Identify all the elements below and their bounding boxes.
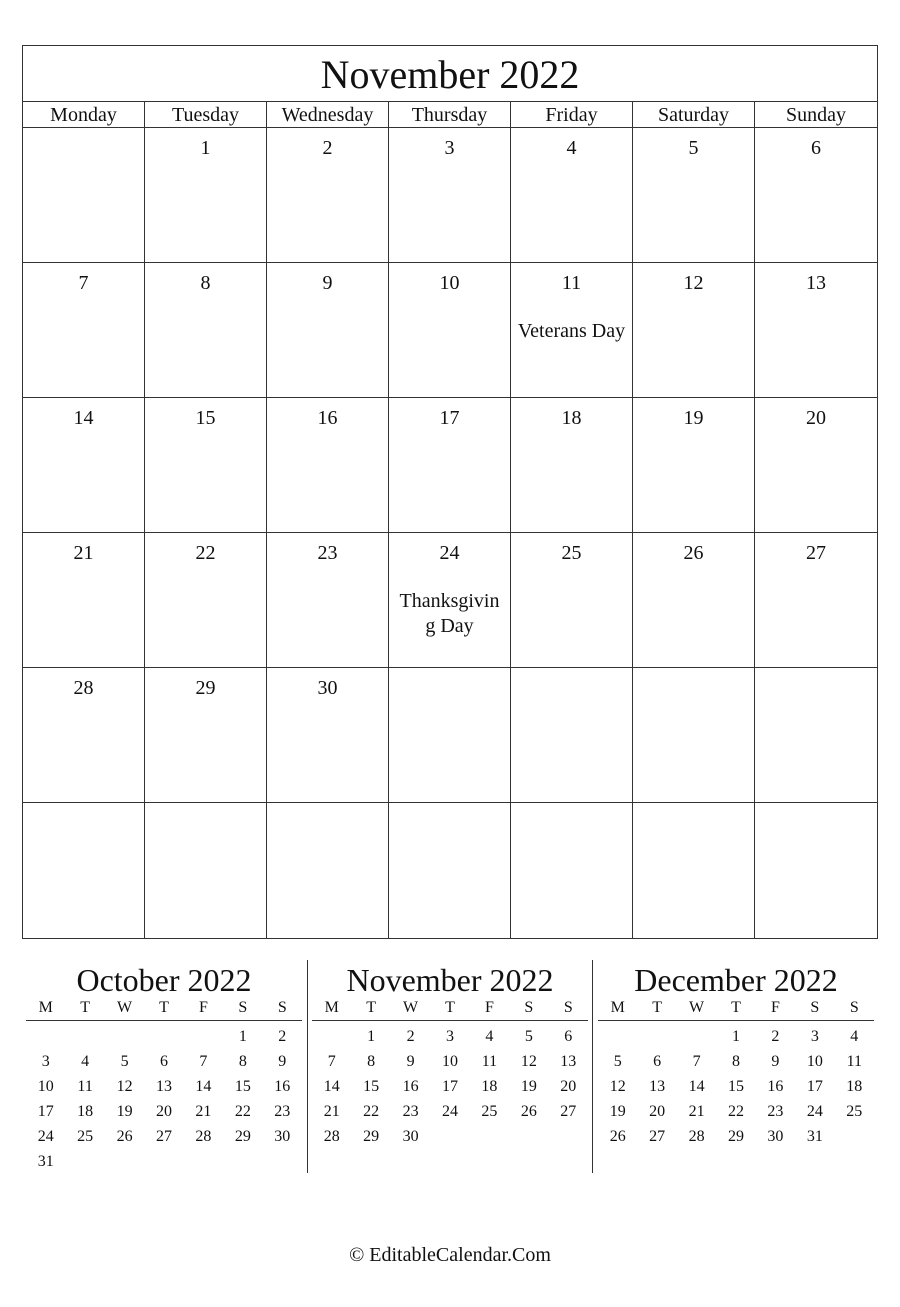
day-cell bbox=[389, 668, 511, 803]
day-number: 16 bbox=[317, 407, 338, 429]
day-cell bbox=[389, 263, 511, 398]
day-cell bbox=[23, 668, 145, 803]
mini-day: 14 bbox=[688, 1078, 705, 1095]
weekday-label: Monday bbox=[23, 102, 145, 127]
mini-day bbox=[549, 1124, 588, 1149]
mini-day bbox=[470, 1124, 509, 1149]
mini-calendar-title: October 2022 bbox=[76, 962, 252, 998]
mini-day: 25 bbox=[846, 1103, 863, 1120]
day-cell bbox=[633, 263, 755, 398]
mini-day: 14 bbox=[195, 1078, 212, 1095]
mini-day: 26 bbox=[116, 1128, 133, 1145]
mini-day: 30 bbox=[767, 1128, 784, 1145]
mini-day bbox=[430, 1124, 469, 1149]
day-number: 11 bbox=[561, 272, 582, 294]
mini-weekday-label: T bbox=[731, 999, 741, 1016]
mini-day: 2 bbox=[406, 1028, 415, 1045]
mini-day bbox=[105, 1149, 144, 1174]
mini-day: 30 bbox=[274, 1128, 291, 1145]
mini-day bbox=[184, 1024, 223, 1049]
mini-day: 8 bbox=[731, 1053, 740, 1070]
mini-day bbox=[144, 1149, 183, 1174]
mini-weekday-label: T bbox=[80, 999, 91, 1016]
mini-day: 9 bbox=[406, 1053, 415, 1070]
day-cell bbox=[23, 398, 145, 533]
mini-day: 18 bbox=[846, 1078, 863, 1095]
mini-day: 18 bbox=[77, 1103, 94, 1120]
weekday-label: Friday bbox=[511, 102, 633, 127]
weekday-label: Thursday bbox=[389, 102, 511, 127]
day-number: 29 bbox=[195, 677, 216, 699]
mini-day: 2 bbox=[278, 1028, 287, 1045]
mini-day: 14 bbox=[323, 1078, 340, 1095]
mini-day bbox=[598, 1024, 637, 1049]
day-number: 24 bbox=[439, 542, 460, 564]
mini-weekday-header bbox=[598, 998, 874, 1021]
day-cell bbox=[755, 263, 877, 398]
day-number: 14 bbox=[73, 407, 94, 429]
day-number: 3 bbox=[444, 137, 455, 159]
mini-calendar-october bbox=[26, 958, 302, 1174]
day-number: 2 bbox=[322, 137, 333, 159]
mini-day: 24 bbox=[806, 1103, 823, 1120]
mini-day bbox=[184, 1149, 223, 1174]
mini-day: 12 bbox=[609, 1078, 626, 1095]
day-number: 17 bbox=[439, 407, 460, 429]
mini-day: 10 bbox=[806, 1053, 823, 1070]
mini-weekday-label: S bbox=[810, 999, 820, 1016]
holiday-label: Thanksgiving Day bbox=[399, 590, 500, 637]
day-cell bbox=[267, 803, 389, 938]
mini-weekday-label: T bbox=[159, 999, 169, 1016]
mini-calendars bbox=[22, 958, 878, 1173]
mini-day-grid bbox=[26, 1024, 302, 1174]
mini-day: 5 bbox=[524, 1028, 533, 1045]
day-cell bbox=[389, 128, 511, 263]
mini-day bbox=[677, 1024, 716, 1049]
weekday-label: Sunday bbox=[786, 104, 846, 126]
mini-day: 15 bbox=[363, 1078, 380, 1095]
day-number: 9 bbox=[322, 272, 333, 294]
day-cell bbox=[633, 668, 755, 803]
calendar-title: November 2022 bbox=[23, 46, 877, 102]
mini-calendar-november bbox=[312, 958, 588, 1149]
day-number: 28 bbox=[73, 677, 94, 699]
mini-day: 28 bbox=[323, 1128, 340, 1145]
mini-day bbox=[65, 1149, 104, 1174]
mini-weekday-label: F bbox=[198, 999, 208, 1016]
mini-weekday-label: T bbox=[366, 999, 377, 1016]
mini-calendar-title: December 2022 bbox=[634, 962, 838, 998]
mini-day: 6 bbox=[653, 1053, 662, 1070]
mini-day: 8 bbox=[238, 1053, 247, 1070]
mini-day bbox=[144, 1024, 183, 1049]
mini-day: 25 bbox=[481, 1103, 498, 1120]
mini-day: 16 bbox=[274, 1078, 291, 1095]
day-number: 20 bbox=[806, 407, 826, 429]
mini-weekday-label: M bbox=[324, 999, 339, 1016]
day-number: 30 bbox=[317, 677, 338, 699]
mini-day: 16 bbox=[767, 1078, 784, 1095]
mini-day: 21 bbox=[195, 1103, 212, 1120]
mini-day: 13 bbox=[560, 1053, 577, 1070]
mini-day: 19 bbox=[609, 1103, 626, 1120]
day-cell bbox=[511, 803, 633, 938]
mini-day: 23 bbox=[274, 1103, 291, 1120]
mini-weekday-label: M bbox=[38, 999, 53, 1016]
mini-weekday-label: W bbox=[117, 999, 133, 1016]
day-cell bbox=[23, 533, 145, 668]
mini-day: 27 bbox=[649, 1128, 666, 1145]
mini-day: 1 bbox=[238, 1028, 247, 1045]
day-cell bbox=[755, 398, 877, 533]
day-cell bbox=[267, 668, 389, 803]
mini-day: 10 bbox=[37, 1078, 54, 1095]
day-cell bbox=[267, 128, 389, 263]
mini-divider bbox=[592, 960, 593, 1173]
mini-weekday-header bbox=[26, 998, 302, 1021]
mini-day: 12 bbox=[520, 1053, 537, 1070]
mini-day: 12 bbox=[116, 1078, 133, 1095]
mini-day bbox=[105, 1024, 144, 1049]
day-cell bbox=[145, 263, 267, 398]
mini-day: 22 bbox=[727, 1103, 744, 1120]
mini-day: 28 bbox=[688, 1128, 705, 1145]
mini-day: 23 bbox=[767, 1103, 784, 1120]
day-cell bbox=[389, 398, 511, 533]
mini-day-grid bbox=[598, 1024, 874, 1149]
mini-day: 5 bbox=[613, 1053, 622, 1070]
day-cell bbox=[23, 803, 145, 938]
mini-day: 13 bbox=[155, 1078, 172, 1095]
mini-divider bbox=[307, 960, 308, 1173]
mini-day: 19 bbox=[520, 1078, 537, 1095]
mini-day bbox=[65, 1024, 104, 1049]
day-cell bbox=[755, 533, 877, 668]
mini-day: 6 bbox=[564, 1028, 573, 1045]
mini-day: 20 bbox=[155, 1103, 172, 1120]
mini-weekday-label: F bbox=[770, 999, 780, 1016]
mini-day: 3 bbox=[445, 1028, 454, 1045]
day-cell bbox=[511, 668, 633, 803]
mini-day: 15 bbox=[727, 1078, 744, 1095]
mini-weekday-header bbox=[312, 998, 588, 1021]
mini-day: 27 bbox=[155, 1128, 172, 1145]
mini-day: 17 bbox=[441, 1078, 458, 1095]
mini-day: 16 bbox=[402, 1078, 419, 1095]
day-number: 4 bbox=[566, 137, 577, 159]
mini-day: 20 bbox=[649, 1103, 666, 1120]
mini-day: 5 bbox=[120, 1053, 129, 1070]
mini-day: 4 bbox=[81, 1053, 90, 1070]
day-cell bbox=[267, 263, 389, 398]
day-cell bbox=[633, 533, 755, 668]
mini-weekday-label: T bbox=[445, 999, 455, 1016]
mini-day: 7 bbox=[199, 1053, 208, 1070]
day-number: 8 bbox=[200, 272, 211, 294]
day-number: 15 bbox=[195, 407, 216, 429]
mini-day: 26 bbox=[520, 1103, 537, 1120]
weekday-label: Saturday bbox=[633, 102, 755, 127]
day-number: 5 bbox=[688, 137, 699, 159]
mini-day: 24 bbox=[37, 1128, 54, 1145]
day-cell bbox=[23, 263, 145, 398]
mini-day: 17 bbox=[37, 1103, 54, 1120]
day-cell bbox=[755, 128, 877, 263]
mini-day: 4 bbox=[850, 1028, 859, 1045]
day-cell bbox=[633, 128, 755, 263]
day-number: 18 bbox=[561, 407, 582, 429]
mini-calendar-title: November 2022 bbox=[346, 962, 554, 998]
mini-day: 24 bbox=[441, 1103, 458, 1120]
mini-day: 11 bbox=[846, 1053, 862, 1070]
mini-day: 25 bbox=[77, 1128, 94, 1145]
mini-weekday-label: S bbox=[238, 999, 248, 1016]
mini-day: 2 bbox=[771, 1028, 780, 1045]
mini-day: 29 bbox=[363, 1128, 380, 1145]
day-cell bbox=[755, 668, 877, 803]
day-number: 10 bbox=[439, 272, 460, 294]
mini-day: 28 bbox=[195, 1128, 212, 1145]
mini-weekday-label: F bbox=[484, 999, 494, 1016]
mini-day: 22 bbox=[363, 1103, 380, 1120]
mini-day: 29 bbox=[727, 1128, 744, 1145]
mini-day: 19 bbox=[116, 1103, 133, 1120]
mini-day: 17 bbox=[806, 1078, 823, 1095]
mini-day: 15 bbox=[234, 1078, 251, 1095]
mini-weekday-label: W bbox=[403, 999, 419, 1016]
mini-day: 9 bbox=[278, 1053, 287, 1070]
day-cell bbox=[145, 128, 267, 263]
day-number: 12 bbox=[683, 272, 704, 294]
mini-day bbox=[312, 1024, 351, 1049]
day-number: 21 bbox=[73, 542, 94, 564]
mini-day: 27 bbox=[560, 1103, 577, 1120]
mini-day bbox=[263, 1149, 302, 1174]
day-cell bbox=[389, 803, 511, 938]
copyright-footer: © EditableCalendar.Com bbox=[349, 1244, 551, 1266]
mini-day: 31 bbox=[806, 1128, 823, 1145]
mini-day: 7 bbox=[692, 1053, 701, 1070]
weekday-label: Tuesday bbox=[145, 102, 267, 127]
day-grid bbox=[23, 128, 877, 938]
mini-weekday-label: T bbox=[652, 999, 663, 1016]
day-cell bbox=[755, 803, 877, 938]
mini-day: 29 bbox=[234, 1128, 251, 1145]
mini-weekday-label: S bbox=[849, 999, 859, 1016]
mini-day bbox=[509, 1124, 548, 1149]
mini-day: 7 bbox=[327, 1053, 336, 1070]
mini-weekday-label: S bbox=[277, 999, 287, 1016]
mini-day: 1 bbox=[367, 1028, 376, 1045]
mini-day-grid bbox=[312, 1024, 588, 1149]
day-number: 25 bbox=[561, 542, 582, 564]
day-cell bbox=[511, 128, 633, 263]
mini-day: 8 bbox=[367, 1053, 376, 1070]
day-cell bbox=[267, 533, 389, 668]
day-number: 26 bbox=[683, 542, 704, 564]
mini-weekday-label: S bbox=[563, 999, 573, 1016]
mini-day: 4 bbox=[485, 1028, 494, 1045]
day-cell bbox=[145, 803, 267, 938]
mini-day bbox=[637, 1024, 676, 1049]
mini-day: 3 bbox=[41, 1053, 50, 1070]
day-number: 6 bbox=[811, 137, 821, 159]
day-number: 19 bbox=[683, 407, 704, 429]
day-number: 1 bbox=[200, 137, 211, 159]
mini-day: 20 bbox=[560, 1078, 577, 1095]
mini-day: 30 bbox=[402, 1128, 419, 1145]
day-cell bbox=[511, 533, 633, 668]
day-cell bbox=[145, 668, 267, 803]
mini-day: 3 bbox=[810, 1028, 819, 1045]
mini-day: 21 bbox=[688, 1103, 705, 1120]
day-cell bbox=[389, 533, 511, 668]
day-number: 22 bbox=[195, 542, 216, 564]
day-cell bbox=[267, 398, 389, 533]
mini-day bbox=[26, 1024, 65, 1049]
day-cell bbox=[633, 803, 755, 938]
mini-day: 11 bbox=[481, 1053, 498, 1070]
mini-day: 9 bbox=[771, 1053, 780, 1070]
weekday-label: Wednesday bbox=[267, 102, 389, 127]
mini-day: 10 bbox=[441, 1053, 458, 1070]
mini-day: 18 bbox=[481, 1078, 498, 1095]
day-number: 13 bbox=[806, 272, 826, 294]
weekday-header-row bbox=[23, 102, 877, 128]
mini-day: 21 bbox=[323, 1103, 340, 1120]
day-number: 27 bbox=[806, 542, 826, 564]
mini-weekday-label: M bbox=[610, 999, 625, 1016]
day-cell bbox=[511, 398, 633, 533]
mini-day: 22 bbox=[234, 1103, 251, 1120]
mini-day: 11 bbox=[77, 1078, 93, 1095]
mini-weekday-label: S bbox=[524, 999, 534, 1016]
mini-day: 26 bbox=[609, 1128, 626, 1145]
day-cell bbox=[511, 263, 633, 398]
mini-day: 23 bbox=[402, 1103, 419, 1120]
mini-day: 1 bbox=[731, 1028, 740, 1045]
day-cell bbox=[23, 128, 145, 263]
day-cell bbox=[633, 398, 755, 533]
mini-day: 6 bbox=[159, 1053, 168, 1070]
holiday-label: Veterans Day bbox=[517, 320, 626, 342]
main-calendar bbox=[22, 45, 878, 939]
day-cell bbox=[145, 398, 267, 533]
mini-day: 31 bbox=[37, 1153, 54, 1170]
day-number: 23 bbox=[317, 542, 338, 564]
mini-day bbox=[835, 1124, 874, 1149]
day-cell bbox=[145, 533, 267, 668]
mini-weekday-label: W bbox=[689, 999, 705, 1016]
mini-day: 13 bbox=[649, 1078, 666, 1095]
mini-day bbox=[223, 1149, 262, 1174]
day-number: 7 bbox=[78, 272, 89, 294]
mini-calendar-december bbox=[598, 958, 874, 1149]
